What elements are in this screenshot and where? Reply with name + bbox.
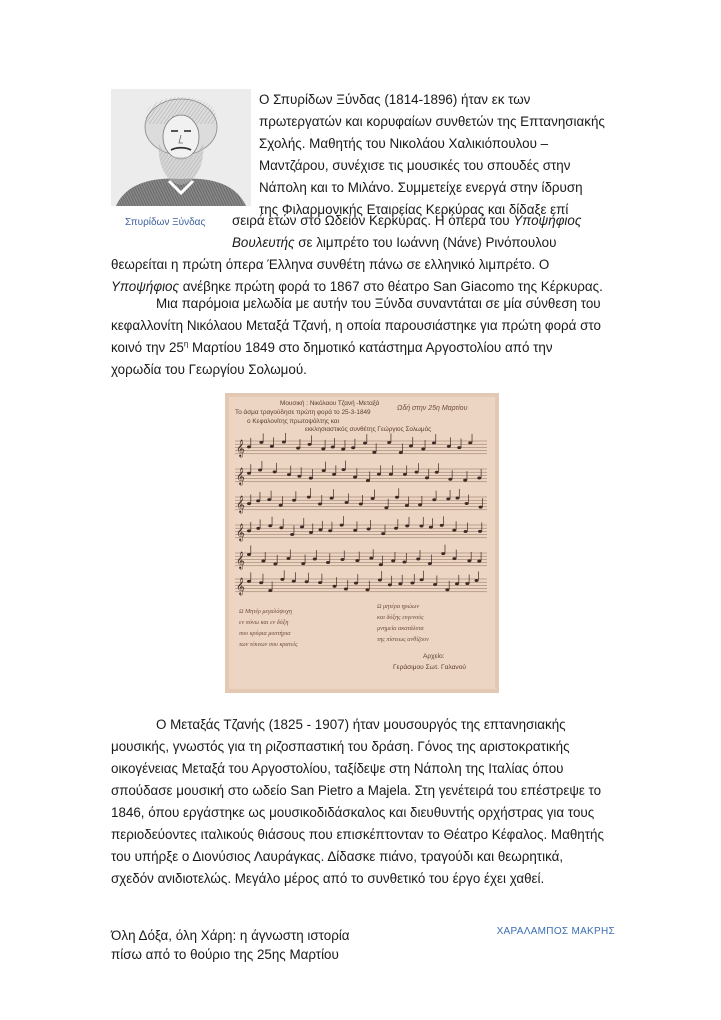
opera-title-short: Υποψήφιος — [111, 279, 180, 294]
svg-text:𝄞: 𝄞 — [236, 552, 245, 569]
lyric-left-2: εν πόνω και εν δόξη — [239, 619, 289, 626]
intro-line-8 — [232, 232, 556, 254]
intro-line-8-text: σε λιμπρέτο του Ιωάννη (Νάνε) Ρινόπουλου — [294, 235, 557, 250]
para3-line-5: 1846, όπου εργάστηκε ως μουσικοδιδάσκαλος και διευθυντής ορχήστρας για τους — [111, 805, 595, 820]
lyric-right-4: της πίστεως ανθίζουν — [377, 636, 429, 643]
intro-line-7-text: σειρά ετών στο Ωδείον Κερκύρας. Η όπερά του — [232, 213, 514, 228]
para2-line-2: κεφαλλονίτη Νικόλαου Μεταξά Τζανή, η οποία παρουσιάστηκε για πρώτη φορά στο — [111, 318, 601, 333]
score-header-1: Μουσική : Νικόλαου Τζανή -Μεταξά — [280, 400, 380, 407]
score-header-4: εκκλησιαστικός συνθέτης Γεώργιος Σολωμός — [305, 426, 432, 433]
lyric-left-3: που κρύφια μυστήρια — [239, 630, 291, 637]
svg-text:𝄞: 𝄞 — [236, 578, 245, 595]
svg-text:𝄞: 𝄞 — [236, 496, 245, 513]
lyric-right-1: Ω μητέρα ηρώων — [377, 603, 420, 610]
para3-line-8: σχεδόν ανιδιοτελώς. Μεγάλο μέρος από το συνθετικό του έργο έχει χαθεί. — [111, 871, 545, 886]
para3-line-7: του υπήρξε ο Διονύσιος Λαυράγκας. Δίδασκε πιάνο, τραγούδι και θεωρητικά, — [111, 849, 564, 864]
ordinal-superscript: η — [183, 339, 189, 349]
opera-title-part-1: Υποψήφιος — [513, 213, 582, 228]
intro-line-6: της Φιλαρμονικής Εταιρείας Κερκύρας και δίδαξε επί — [259, 202, 569, 217]
para2-line-1: Μια παρόμοια μελωδία με αυτήν του Ξύνδα συναντάται σε μία σύνθεση του — [156, 296, 601, 311]
footer-title-line-1: Όλη Δόξα, όλη Χάρη: η άγνωστη ιστορία — [111, 928, 350, 943]
intro-line-1: Ο Σπυρίδων Ξύνδας (1814-1896) ήταν εκ των — [259, 92, 531, 107]
intro-line-9: θεωρείται η πρώτη όπερα Έλληνα συνθέτη πάνω σε ελληνικό λιμπρέτο. Ο — [111, 257, 550, 272]
intro-line-10-text: ανέβηκε πρώτη φορά το 1867 στο θέατρο San Giacomo της Κέρκυρας. — [179, 279, 603, 294]
para3-line-6: περιοδεύοντες ιταλικούς θιάσους που επισκέπτονταν το Θέατρο Κέφαλος. Μαθητής — [111, 827, 604, 842]
para2-line-3-text: κοινό την 25 — [111, 340, 184, 355]
score-archive-name: Γεράσιμου Σωτ. Γαλανού — [393, 664, 466, 671]
para3-line-1: Ο Μεταξάς Τζανής (1825 - 1907) ήταν μουσουργός της επτανησιακής — [156, 717, 566, 732]
para3-line-2: μουσικής, γνωστός για τη ριζοσπαστική του δράση. Γόνος της αριστοκρατικής — [111, 739, 570, 754]
para2-line-3-rest: Μαρτίου 1849 στο δημοτικό κατάστημα Αργοστολίου από την — [188, 340, 553, 355]
para2-line-3 — [111, 337, 553, 359]
svg-text:𝄞: 𝄞 — [236, 440, 245, 457]
para3-line-4: σπούδασε μουσική στο ωδείο San Pietro a Majela. Στη γενέτειρά του επέστρεψε το — [111, 783, 602, 798]
footer-title — [111, 926, 350, 964]
score-header-2: Το άσμα τραγούδησε πρώτη φορά το 25-3-1849 — [235, 409, 371, 416]
footer-author: ΧΑΡΑΛΑΜΠΟΣ ΜΑΚΡΗΣ — [496, 926, 615, 937]
portrait-caption: Σπυρίδων Ξύνδας — [125, 217, 206, 228]
lyric-right-3: μνημεία ακατάλυτα — [377, 625, 424, 632]
para3-line-3: οικογένειας Μεταξά του Αργοστολίου, ταξίδεψε στη Νάπολη της Ιταλίας όπου — [111, 761, 564, 776]
svg-text:𝄞: 𝄞 — [236, 524, 245, 541]
intro-line-2: πρωτεργατών και κορυφαίων συνθετών της Επτανησιακής — [259, 114, 605, 129]
score-archive-label: Αρχείο: — [423, 653, 445, 660]
lyric-left-4: των τέκνων σου κρατείς — [239, 641, 298, 648]
intro-line-3: Σχολής. Μαθητής του Νικολάου Χαλικιόπουλου – — [259, 136, 549, 151]
portrait-image — [111, 89, 251, 206]
sheet-music-image — [225, 393, 499, 693]
lyric-right-2: και δόξης ευγενούς — [377, 614, 424, 621]
para2-line-4: χορωδία του Γεωργίου Σολωμού. — [111, 362, 307, 377]
lyric-left-1: Ω Μητέρ μεγαλόψυχη — [239, 608, 292, 615]
svg-text:𝄞: 𝄞 — [236, 468, 245, 485]
intro-line-4: Μαντζάρου, συνέχισε τις μουσικές του σπουδές στην — [259, 158, 571, 173]
footer-title-line-2: πίσω από το θούριο της 25ης Μαρτίου — [111, 947, 339, 962]
opera-title-part-2: Βουλευτής — [232, 235, 295, 250]
intro-line-5: Νάπολη και το Μιλάνο. Συμμετείχε ενεργά στην ίδρυση — [259, 180, 583, 195]
score-header-3: ο Κεφαλονίτης πρωτοψάλτης και — [247, 418, 340, 425]
score-handwritten-title: Ωδή στην 25η Μαρτίου — [397, 405, 468, 412]
intro-line-7 — [232, 210, 581, 232]
